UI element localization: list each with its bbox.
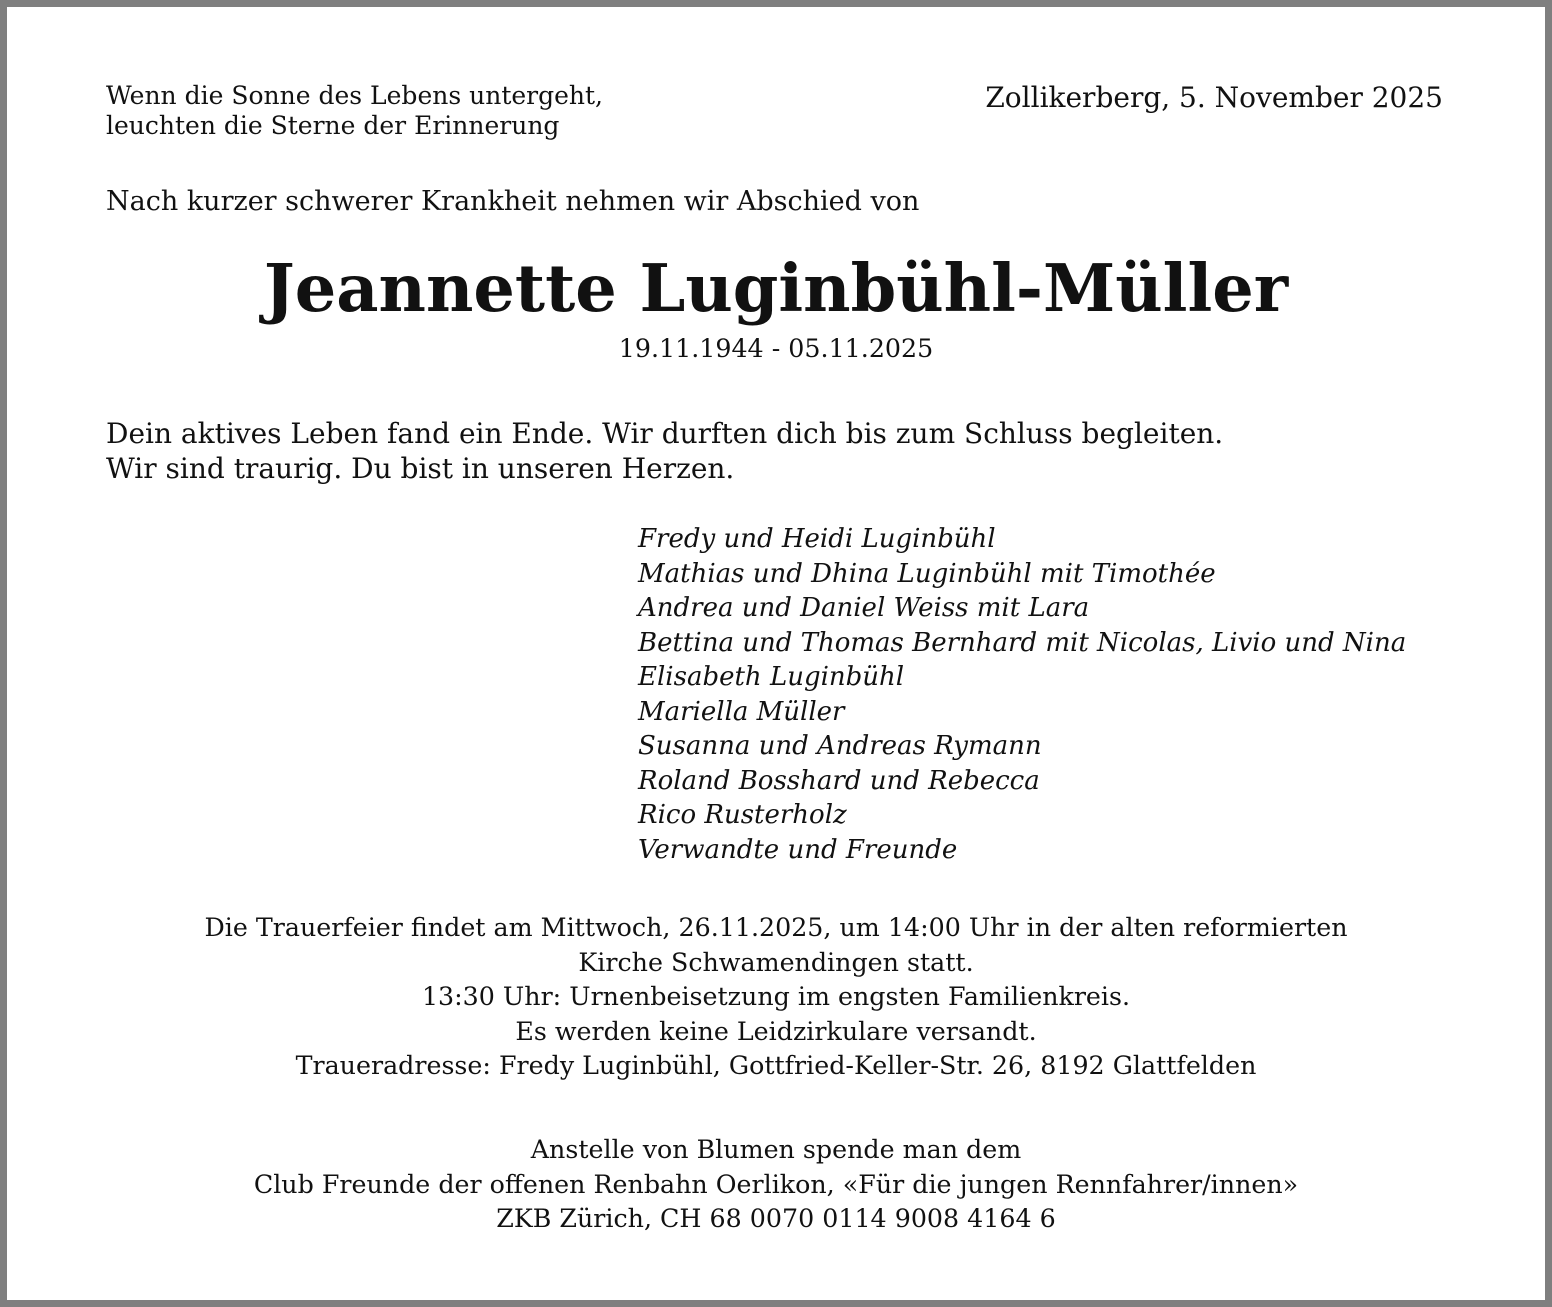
- funeral-service-info: [7, 910, 1545, 1083]
- place-and-date: Zollikerberg, 5. November 2025: [985, 81, 1443, 114]
- service-line: Es werden keine Leidzirkulare versandt.: [515, 1015, 1037, 1046]
- message-line: Dein aktives Leben fand ein Ende. Wir durften dich bis zum Schluss begleiten.: [106, 417, 1224, 450]
- life-dates: 19.11.1944 - 05.11.2025: [618, 333, 934, 363]
- mourner-entry: Fredy und Heidi Luginbühl: [638, 524, 996, 554]
- mourners-list: [638, 522, 1406, 867]
- mourner-entry: Roland Bosshard und Rebecca: [638, 765, 1040, 796]
- donation-line: ZKB Zürich, CH 68 0070 0114 9008 4164 6: [496, 1203, 1056, 1233]
- mourner-entry: Verwandte und Freunde: [638, 834, 958, 865]
- donation-line: Club Freunde der offenen Renbahn Oerlikon, «Für die jungen Rennfahrer/innen»: [253, 1168, 1299, 1199]
- service-line: Die Trauerfeier findet am Mittwoch, 26.11.2025, um 14:00 Uhr in der alten reformierten: [204, 912, 1348, 942]
- mourner-entry: Andrea und Daniel Weiss mit Lara: [638, 593, 1090, 623]
- mourner-entry: Mariella Müller: [638, 696, 845, 727]
- donation-line: Anstelle von Blumen spende man dem: [530, 1134, 1022, 1164]
- service-line: Traueradresse: Fredy Luginbühl, Gottfried-Keller-Str. 26, 8192 Glattfelden: [295, 1050, 1257, 1080]
- motto-line: leuchten die Sterne der Erinnerung: [106, 111, 560, 140]
- deceased-name: Jeannette Luginbühl-Müller: [263, 251, 1289, 327]
- obituary-notice: [7, 7, 1545, 1300]
- intro-text: Nach kurzer schwerer Krankheit nehmen wir Abschied von: [106, 186, 920, 217]
- motto-quote: [106, 81, 603, 141]
- mourner-entry: Susanna und Andreas Rymann: [638, 731, 1042, 761]
- message-line: Wir sind traurig. Du bist in unseren Herzen.: [106, 452, 735, 485]
- farewell-message: [106, 416, 1223, 486]
- donation-info: [7, 1132, 1545, 1236]
- mourner-entry: Mathias und Dhina Luginbühl mit Timothée: [638, 558, 1216, 589]
- mourner-entry: Rico Rusterholz: [638, 800, 847, 830]
- mourner-entry: Elisabeth Luginbühl: [638, 662, 905, 692]
- service-line: Kirche Schwamendingen statt.: [578, 946, 974, 977]
- service-line: 13:30 Uhr: Urnenbeisetzung im engsten Familienkreis.: [421, 981, 1131, 1011]
- motto-line: Wenn die Sonne des Lebens untergeht,: [106, 81, 603, 110]
- mourner-entry: Bettina und Thomas Bernhard mit Nicolas, Livio und Nina: [638, 627, 1407, 658]
